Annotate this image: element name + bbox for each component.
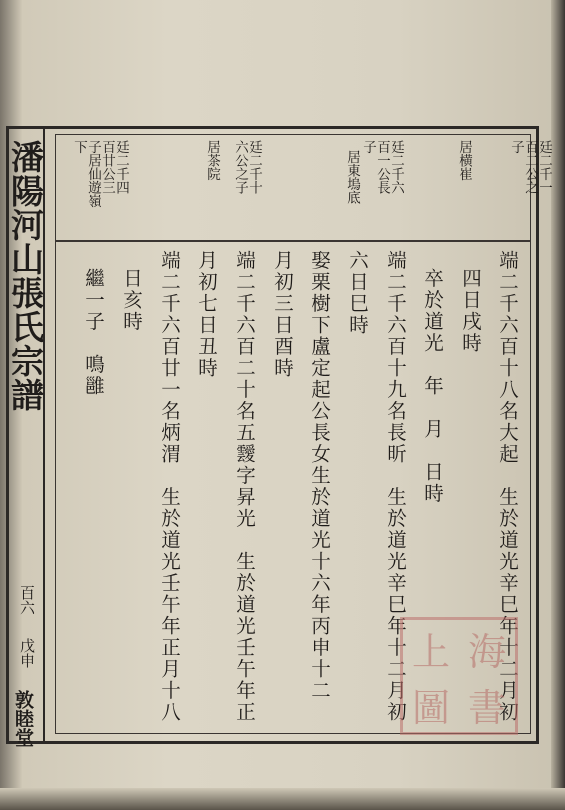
- seal-char: 書: [467, 685, 506, 730]
- seal-char: 上: [411, 629, 450, 674]
- entry-line: 月初七日丑時: [195, 250, 218, 379]
- entry-line: 六日巳時: [346, 250, 369, 336]
- upper-note: 廷二千十 六公之子: [232, 140, 262, 194]
- seal-char: 圖: [411, 685, 450, 730]
- page-number: 百六: [18, 585, 36, 615]
- upper-note: 廷二千六 百一公長 子: [360, 140, 404, 194]
- upper-note: 廷二千四 百廿公三 子居仙遊嶺 下: [71, 140, 129, 208]
- hall-name: 敦睦堂: [12, 690, 34, 747]
- upper-register-divider: [55, 240, 531, 242]
- page-edge: [551, 0, 565, 810]
- entry-line: 四日戌時: [459, 268, 482, 354]
- entry-line: 娶栗樹下盧定起公長女生於道光十六年丙申十二: [308, 250, 331, 702]
- sub-page-label: 戊申: [18, 638, 36, 668]
- entry-line: 繼一子 鳴雝: [82, 268, 105, 397]
- upper-note: 廷二千一 百二公之 子: [508, 140, 552, 194]
- entry-line: 月初三日酉時: [271, 250, 294, 379]
- entry-line: 日亥時: [120, 268, 143, 333]
- bottom-edge: [0, 788, 565, 810]
- entry-line: 端二千六百廿一名炳渭 生於道光壬午年正月十八: [158, 250, 181, 723]
- entry-line: 卒於道光 年 月 日時: [421, 268, 444, 505]
- entry-line: 端二千六百二十名五靉字昇光 生於道光壬午年正: [233, 250, 256, 723]
- upper-note: 居茶院: [204, 140, 220, 181]
- entry-line: 端二千六百十九名長昕 生於道光辛巳年十二月初: [384, 250, 407, 723]
- seal-char: 海: [467, 629, 506, 674]
- book-title: 潘陽河山張氏宗譜: [6, 140, 45, 412]
- upper-note: 居横崔: [456, 140, 472, 181]
- upper-note: 居東塢底: [344, 150, 360, 204]
- library-seal: [400, 617, 518, 735]
- entry-line: 端二千六百十八名大起 生於道光辛巳年十二月初: [496, 250, 519, 723]
